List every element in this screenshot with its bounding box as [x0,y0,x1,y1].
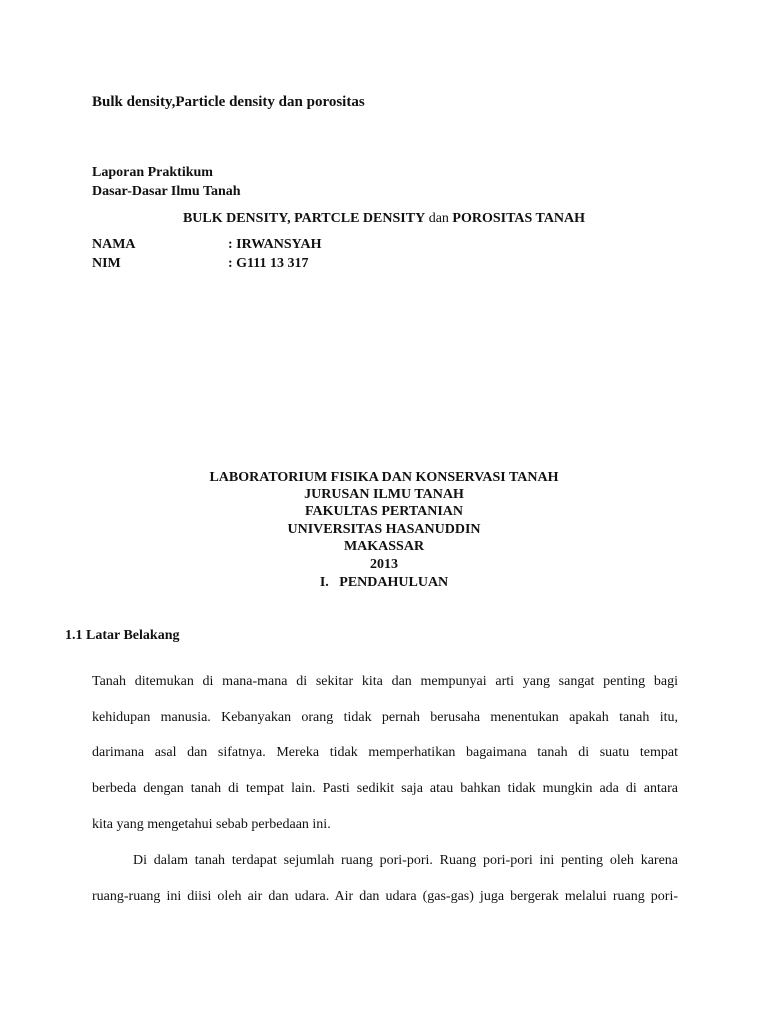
institution-lab: LABORATORIUM FISIKA DAN KONSERVASI TANAH [209,470,559,485]
paragraph-line: kita yang mengetahui sebab perbedaan ini. [92,817,331,832]
paragraph-line: darimana asal dan sifatnya. Mereka tidak memperhatikan bagaimana tanah di suatu tempat [92,745,678,760]
identity-label-nim: NIM [92,256,121,271]
paragraph-line: Di dalam tanah terdapat sejumlah ruang pori-pori. Ruang pori-pori ini penting oleh karena [133,853,678,868]
document-title: Bulk density,Particle density dan porositas [92,94,365,110]
institution-city: MAKASSAR [343,539,425,554]
report-title [0,210,768,227]
section-heading: 1.1 Latar Belakang [65,628,180,643]
institution-university: UNIVERSITAS HASANUDDIN [287,522,481,537]
identity-value-name: : IRWANSYAH [228,237,322,252]
report-title-part2: dan [425,211,453,226]
institution-faculty: FAKULTAS PERTANIAN [304,504,464,519]
paragraph-line: Tanah ditemukan di mana-mana di sekitar kita dan mempunyai arti yang sangat penting bagi [92,674,678,689]
institution-year: 2013 [370,557,398,572]
identity-value-nim: : G111 13 317 [228,256,309,271]
chapter-heading: I. PENDAHULUAN [319,575,449,590]
report-title-part3: POROSITAS TANAH [452,211,586,226]
paragraph-line: berbeda dengan tanah di tempat lain. Pasti sedikit saja atau bahkan tidak mungkin ada di antara [92,781,678,796]
course-name: Dasar-Dasar Ilmu Tanah [92,184,241,199]
report-title-part1: BULK DENSITY, PARTCLE DENSITY [182,211,426,226]
report-type: Laporan Praktikum [92,165,213,180]
institution-department: JURUSAN ILMU TANAH [304,487,464,502]
paragraph-line: ruang-ruang ini diisi oleh air dan udara. Air dan udara (gas-gas) juga bergerak melalui ruang pori- [92,889,678,904]
paragraph-line: kehidupan manusia. Kebanyakan orang tidak pernah berusaha menentukan apakah tanah itu, [92,710,678,725]
identity-label-name: NAMA [92,237,136,252]
